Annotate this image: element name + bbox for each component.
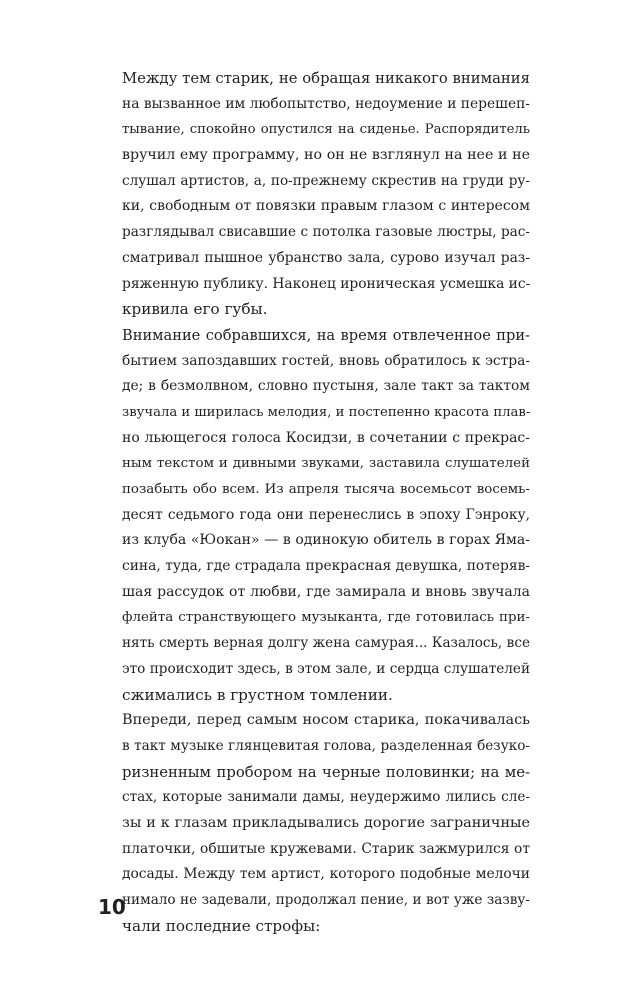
text-line: Внимание собравшихся, на время отвлеченное при- xyxy=(122,326,530,344)
text-line: но льющегося голоса Косидзи, в сочетании с прекрас- xyxy=(122,429,530,446)
text-line: шая рассудок от любви, где замирала и вновь звучала xyxy=(122,583,530,600)
text-line: платочки, обшитые кружевами. Старик зажмурился от xyxy=(122,840,530,857)
text-line: на вызванное им любопытство, недоумение и перешеп- xyxy=(122,95,530,112)
text-line: бытием запоздавших гостей, вновь обратилось к эстра- xyxy=(122,352,530,369)
text-line: Между тем старик, не обращая никакого внимания xyxy=(122,70,530,87)
text-line: нимало не задевали, продолжал пение, и вот уже зазву- xyxy=(122,892,530,908)
text-line: чали последние строфы: xyxy=(122,916,321,935)
text-line: из клуба «Юокан» — в одинокую обитель в горах Яма- xyxy=(122,532,530,549)
text-line: тывание, спокойно опустился на сиденье. Распорядитель xyxy=(122,122,530,138)
text-line: кривила его губы. xyxy=(122,300,268,319)
text-line: сина, туда, где страдала прекрасная девушка, потеряв- xyxy=(122,558,530,575)
text-line: слушал артистов, а, по-прежнему скрестив на груди ру- xyxy=(122,172,530,189)
text-line: разглядывал свисавшие с потолка газовые люстры, рас- xyxy=(122,224,530,241)
text-line: зы и к глазам прикладывались дорогие заграничные xyxy=(122,814,530,831)
text-line: флейта странствующего музыканта, где готовилась при- xyxy=(122,610,530,626)
text-line: в такт музыке глянцевитая голова, разделенная безуко- xyxy=(122,737,530,754)
text-line: ряженную публику. Наконец ироническая усмешка ис- xyxy=(122,275,531,292)
text-line: сжимались в грустном томлении. xyxy=(122,685,393,704)
text-line: нять смерть верная долгу жена самурая... Казалось, все xyxy=(122,635,530,652)
page-number: 10 xyxy=(98,895,126,919)
text-line: звучала и ширилась мелодия, и постепенно красота плав- xyxy=(122,404,531,420)
text-line: досады. Между тем артист, которого подобные мелочи xyxy=(122,866,530,883)
paragraph-2 xyxy=(98,323,530,708)
paragraph-1 xyxy=(98,66,530,323)
text-line: Впереди, перед самым носом старика, покачивалась xyxy=(122,712,530,729)
paragraph-3 xyxy=(98,708,530,939)
text-line: ным текстом и дивными звуками, заставила слушателей xyxy=(122,456,530,472)
text-line: де; в безмолвном, словно пустыня, зале такт за тактом xyxy=(122,378,530,395)
text-line: стах, которые занимали дамы, неудержимо лились сле- xyxy=(122,789,530,806)
text-line: десят седьмого года они перенеслись в эпоху Гэнроку, xyxy=(122,506,530,523)
body-text xyxy=(98,66,530,939)
text-line: ризненным пробором на черные половинки; на ме- xyxy=(122,763,530,781)
text-line: вручил ему программу, но он не взглянул на нее и не xyxy=(122,147,530,164)
text-line: сматривал пышное убранство зала, сурово изучал раз- xyxy=(122,249,530,266)
text-line: ки, свободным от повязки правым глазом с интересом xyxy=(122,198,530,215)
text-line: позабыть обо всем. Из апреля тысяча восемьсот восемь- xyxy=(122,482,530,497)
text-line: это происходит здесь, в этом зале, и сердца слушателей xyxy=(122,660,530,677)
